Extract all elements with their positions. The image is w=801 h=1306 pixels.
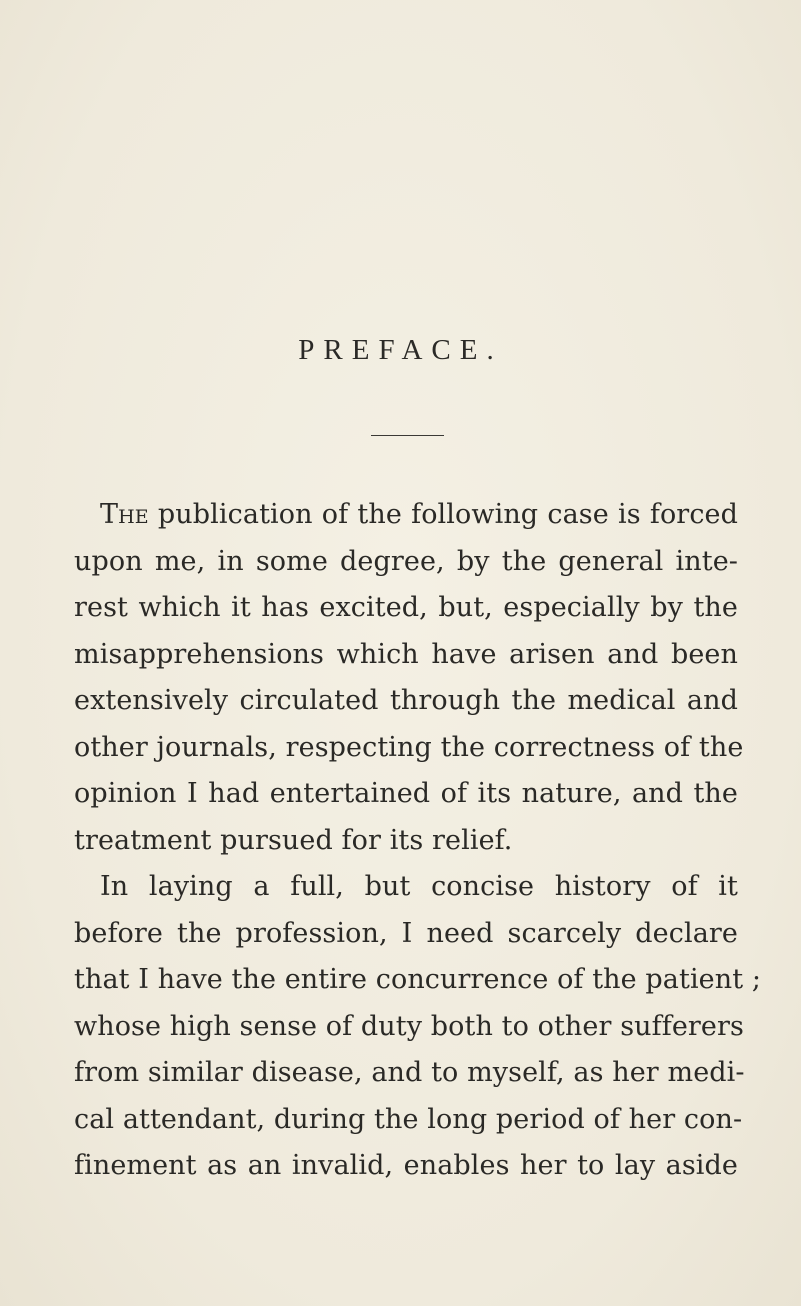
drop-word: The <box>100 499 149 530</box>
text-line-content: publication of the following case is forced <box>148 499 738 530</box>
text-line <box>74 492 738 539</box>
text-line: from similar disease, and to myself, as her medi- <box>74 1057 745 1088</box>
text-line: misapprehensions which have arisen and been <box>74 638 738 670</box>
text-line: cal attendant, during the long period of her con- <box>74 1103 743 1135</box>
heading-rule <box>371 435 444 436</box>
text-line: treatment pursued for its relief. <box>74 824 513 856</box>
text-line: rest which it has excited, but, especially by the <box>74 592 738 623</box>
text-line: upon me, in some degree, by the general inte- <box>74 545 738 577</box>
text-line: opinion I had entertained of its nature, and the <box>74 778 738 809</box>
text-line: whose high sense of duty both to other sufferers <box>74 1010 744 1042</box>
text-line: other journals, respecting the correctness of the <box>74 731 744 763</box>
text-line: extensively circulated through the medical and <box>74 685 738 716</box>
text-line: that I have the entire concurrence of the patient ; <box>74 964 762 995</box>
text-line: before the profession, I need scarcely declare <box>74 917 738 949</box>
preface-heading: PREFACE. <box>298 334 503 366</box>
text-line: finement as an invalid, enables her to lay aside <box>74 1150 738 1181</box>
preface-body <box>74 492 762 1190</box>
text-line: In laying a full, but concise history of it <box>100 871 738 902</box>
